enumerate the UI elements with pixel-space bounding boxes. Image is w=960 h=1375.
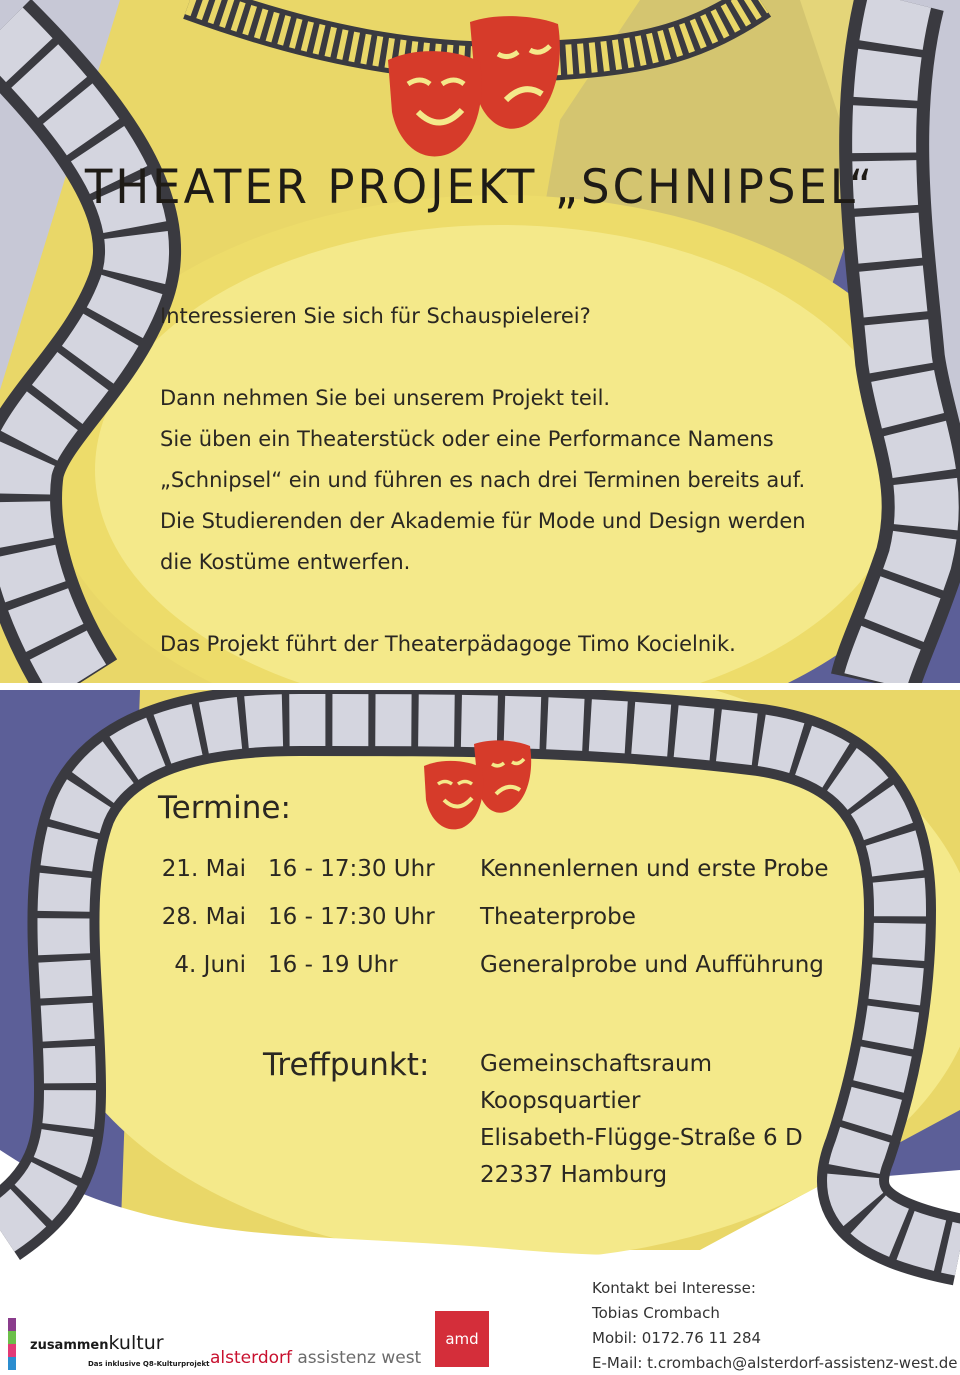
schedule-time: 16 - 17:30 Uhr (268, 904, 435, 930)
contact-email[interactable]: E-Mail: t.crombach@alsterdorf-assistenz-west.de (592, 1354, 958, 1372)
intro-line: Sie üben ein Theaterstück oder eine Performance Namens (160, 427, 774, 451)
intro-line: die Kostüme entwerfen. (160, 550, 411, 574)
logo-text-kultur: kultur (108, 1332, 164, 1354)
film-strip-right (875, 0, 927, 683)
address-line: Elisabeth-Flügge-Straße 6 D (480, 1125, 803, 1151)
schedule-row (0, 952, 960, 992)
schedule-row (0, 904, 960, 944)
schedule-time: 16 - 19 Uhr (268, 952, 398, 978)
logo-color-bars (8, 1318, 16, 1370)
schedule-time: 16 - 17:30 Uhr (268, 856, 435, 882)
logo-text-assistenz-west: assistenz west (291, 1348, 422, 1368)
address-line: Gemeinschaftsraum (480, 1051, 713, 1077)
logo-text-alsterdorf: alsterdorf (210, 1348, 292, 1368)
flyer-title: THEATER PROJEKT „SCHNIPSEL“ (84, 158, 876, 215)
schedule-date: 28. Mai (161, 904, 246, 930)
contact-block (592, 1276, 958, 1375)
contact-name: Tobias Crombach (592, 1304, 720, 1322)
zusammenkultur-logo (8, 1318, 210, 1372)
schedule-activity: Kennenlernen und erste Probe (480, 856, 829, 882)
intro-line: Dann nehmen Sie bei unserem Projekt teil. (160, 386, 611, 410)
address-line: Koopsquartier (480, 1088, 641, 1114)
schedule-date: 4. Juni (174, 952, 246, 978)
treffpunkt-heading: Treffpunkt: (263, 1047, 430, 1083)
schedule-activity: Theaterprobe (480, 904, 636, 930)
amd-logo: amd (435, 1311, 489, 1367)
logo-tagline: Das inklusive Q8-Kulturprojekt (88, 1360, 210, 1368)
intro-closing: Das Projekt führt der Theaterpädagoge Timo Kocielnik. (160, 632, 736, 656)
treffpunkt-address (480, 1046, 803, 1194)
intro-question: Interessieren Sie sich für Schauspielerei? (160, 304, 591, 328)
back-background (0, 690, 960, 1375)
address-line: 22337 Hamburg (480, 1162, 668, 1188)
flyer-back (0, 690, 960, 1375)
contact-label: Kontakt bei Interesse: (592, 1279, 756, 1297)
schedule-activity: Generalprobe und Aufführung (480, 952, 824, 978)
schedule-date: 21. Mai (161, 856, 246, 882)
termine-heading: Termine: (158, 790, 291, 826)
schedule-row (0, 856, 960, 896)
intro-text (160, 296, 880, 665)
flyer-front (0, 0, 960, 683)
alsterdorf-assistenz-west-logo (210, 1348, 421, 1368)
intro-line: Die Studierenden der Akademie für Mode und Design werden (160, 509, 806, 533)
logo-text-zusammen: zusammen (30, 1338, 109, 1353)
contact-mobile: Mobil: 0172.76 11 284 (592, 1329, 762, 1347)
intro-line: „Schnipsel“ ein und führen es nach drei Terminen bereits auf. (160, 468, 806, 492)
